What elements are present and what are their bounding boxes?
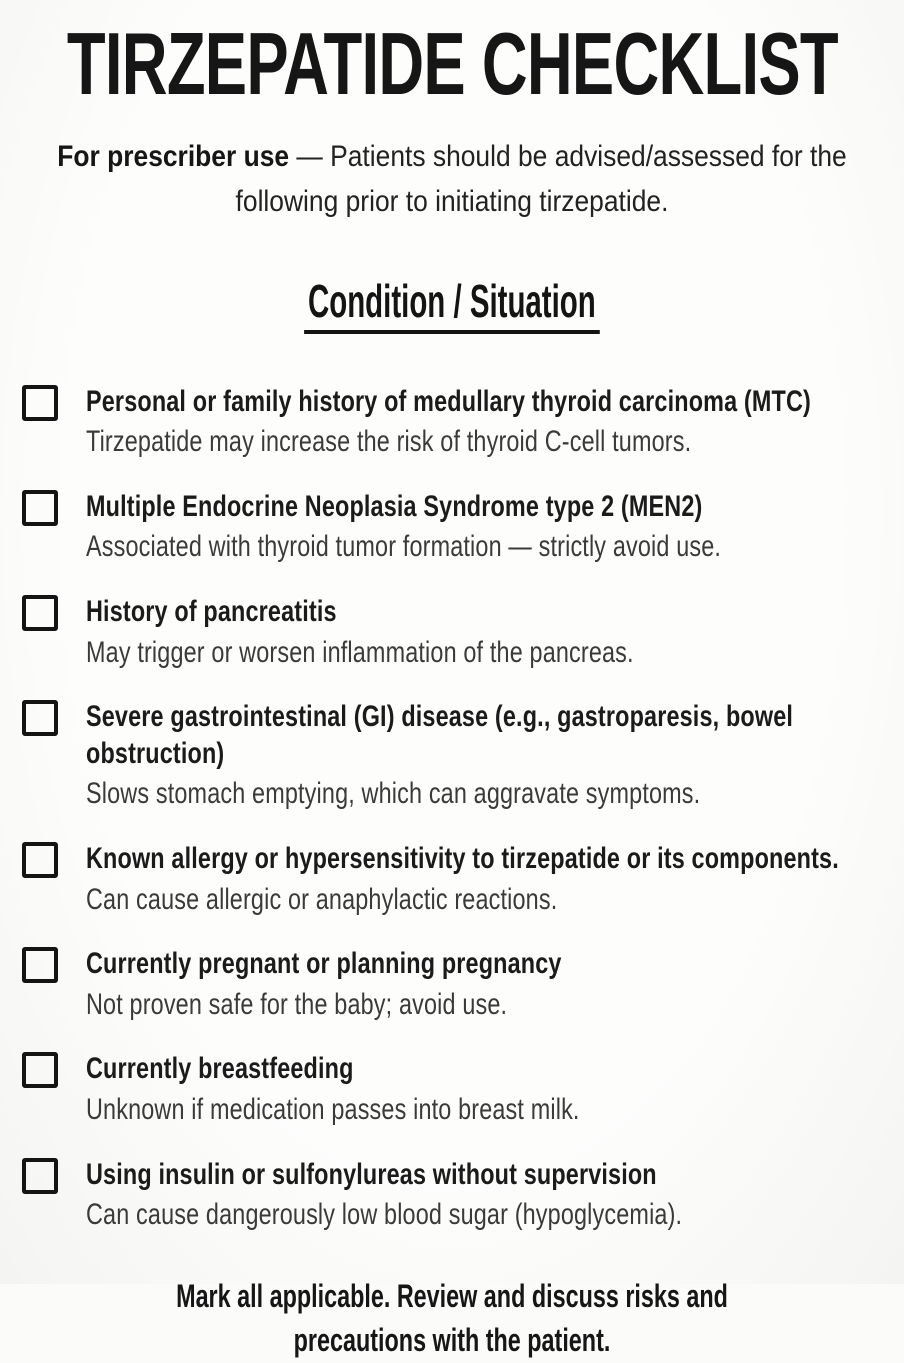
item-title: Severe gastrointestinal (GI) disease (e.g., gastroparesis, bowel obstruction) — [86, 700, 794, 770]
subtitle-rest: — Patients should be advised/assessed for the following prior to initiating tirzepatide. — [235, 140, 847, 218]
item-title: Currently pregnant or planning pregnancy — [86, 947, 562, 981]
document-title: TIRZEPATIDE CHECKLIST — [66, 14, 838, 113]
item-description: Can cause dangerously low blood sugar (hypoglycemia). — [86, 1198, 683, 1232]
item-title: Personal or family history of medullary thyroid carcinoma (MTC) — [86, 384, 811, 418]
checkbox[interactable] — [22, 1052, 58, 1088]
subtitle-bold-prefix: For prescriber use — [57, 140, 290, 173]
checklist-item-breastfeeding — [22, 1051, 904, 1128]
checklist-item-gi-disease — [22, 699, 904, 813]
item-description: Can cause allergic or anaphylactic reactions. — [86, 882, 558, 916]
item-description: Associated with thyroid tumor formation — strictly avoid use. — [86, 530, 722, 564]
item-description: Slows stomach emptying, which can aggravate symptoms. — [86, 777, 701, 811]
checkbox[interactable] — [22, 490, 58, 526]
item-title: History of pancreatitis — [86, 594, 337, 628]
checklist-item-men2 — [22, 489, 904, 566]
item-description: Unknown if medication passes into breast milk. — [86, 1092, 580, 1126]
item-title: Using insulin or sulfonylureas without supervision — [86, 1157, 657, 1191]
checklist — [22, 384, 904, 1234]
checklist-item-pregnancy — [22, 946, 904, 1023]
item-title: Multiple Endocrine Neoplasia Syndrome type 2 (MEN2) — [86, 489, 703, 523]
checklist-item-pancreatitis — [22, 594, 904, 671]
checklist-item-mtc — [22, 384, 904, 461]
checkbox[interactable] — [22, 842, 58, 878]
checklist-item-insulin — [22, 1157, 904, 1234]
item-description: May trigger or worsen inflammation of the pancreas. — [86, 635, 634, 669]
item-description: Not proven safe for the baby; avoid use. — [86, 987, 508, 1021]
checklist-item-allergy — [22, 841, 904, 918]
item-description: Tirzepatide may increase the risk of thyroid C-cell tumors. — [86, 425, 692, 459]
item-title: Known allergy or hypersensitivity to tirzepatide or its components. — [86, 841, 839, 875]
item-title: Currently breastfeeding — [86, 1052, 354, 1086]
checkbox[interactable] — [22, 385, 58, 421]
document-subtitle — [54, 134, 850, 224]
section-header: Condition / Situation — [304, 276, 599, 334]
checkbox[interactable] — [22, 1158, 58, 1194]
footer-instruction: Mark all applicable. Review and discuss risks and precautions with the patient. — [176, 1277, 728, 1359]
checkbox[interactable] — [22, 595, 58, 631]
checkbox[interactable] — [22, 947, 58, 983]
checkbox[interactable] — [22, 700, 58, 736]
